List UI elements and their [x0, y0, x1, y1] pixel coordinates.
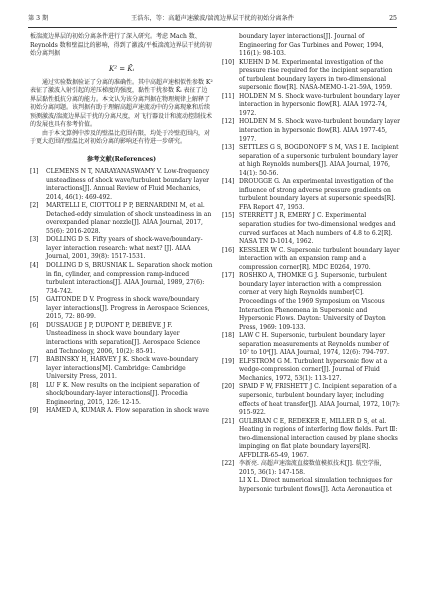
reference-number: [17]: [222, 272, 235, 280]
reference-number: [19]: [222, 357, 235, 365]
reference-text: ELFSTROM G M. Turbulent hypersonic flow at a wedge-compression corner[J]. Journal of Fluid Mechanics, 1972, 53(1): 113-127.: [239, 357, 388, 382]
reference-entry: [222, 332, 400, 358]
reference-number: [5]: [30, 296, 39, 304]
reference-entry: [222, 418, 400, 461]
reference-entry: [222, 212, 400, 246]
reference-entry: [222, 247, 400, 273]
reference-number: [6]: [30, 321, 39, 329]
right-column: [222, 33, 400, 495]
body-paragraph: 通过实验数据验证了分离的准确性。其中高超声速相似性参数 K² 表征了激波入射引起的逆压梯度的强度，黏性干扰参数 K̄ᵢ 表征了边界层黏性抵抗分离的能力。本文认为该分离判据在物理规律上解释了初始分离问题。该判据有助于理解高超声速流动中的分离现象和后续预测激波/湍流边界层干扰的分离尺度，对飞行器设计和流动控制技术的发展也具有参考价值。: [30, 78, 213, 129]
reference-text: SETTLES G S, BOGDONOFF S M, VAS I E. Incipient separation of a supersonic turbulent boundary layer at high Reynolds numbers[J]. AIAA Journal, 1976, 14(1): 50-56.: [239, 144, 399, 177]
page-number: 25: [389, 15, 397, 22]
reference-text: GAITONDE D V. Progress in shock wave/boundary layer interactions[J]. Progress in Aerospace Sciences, 2015, 72: 80-99.: [46, 296, 210, 321]
reference-list-left: [30, 168, 213, 416]
body-paragraph: 板湍流边界层的初始分离条件进行了深入研究。考虑 Mach 数、Reynolds 数和壁温比的影响，得到了激波/平板湍流边界层干扰的初始分离判据: [30, 33, 212, 58]
reference-text: SPAID F W, FRISHETT J C. Incipient separation of a supersonic, turbulent boundary layer, including effects of heat transfer[J]. AIAA Journal, 1972, 10(7): 915-922.: [239, 383, 400, 417]
reference-text: STERRETT J R, EMERY J C. Experimental separation studies for two-dimensional wedges and curved surfaces at Mach numbers of 4.8 to 6.2[R]. NASA TN D-1014, 1962.: [239, 212, 396, 246]
reference-entry: [30, 236, 213, 262]
reference-number: [22]: [222, 460, 235, 468]
reference-text: boundary layer interactions[J]. Journal of Engineering for Gas Turbines and Power, 1994, 116(1): 98-103.: [239, 33, 384, 58]
reference-text: LAW C H. Supersonic, turbulent boundary layer separation measurements at Reynolds number of 10⁷ to 10⁸[J]. AIAA Journal, 1974, 12(6): 794-797.: [239, 332, 390, 357]
reference-number: [21]: [222, 417, 235, 425]
reference-text: LI X L. Direct numerical simulation techniques for hypersonic turbulent flows[J]. Acta Aeronautica et: [239, 477, 393, 493]
reference-text: 李新亮. 高超声速湍流直接数值模拟技术[J]. 航空学报, 2015, 36(1): 147-158.: [239, 460, 382, 476]
reference-text: KESSLER W C. Supersonic turbulent boundary layer interaction with an expansion ramp and a compression corner[R]. MDC E0264, 1970.: [239, 246, 400, 271]
reference-number: [7]: [30, 356, 39, 364]
reference-text: HAMED A, KUMAR A. Flow separation in shock wave: [46, 407, 210, 415]
reference-text: BABINSKY H, HARVEY J K. Shock wave-boundary layer interactions[M]. Cambridge: Cambridge University Press, 2011.: [46, 356, 199, 381]
reference-number: [11]: [222, 92, 235, 100]
reference-number: [13]: [222, 144, 235, 152]
reference-text: CLEMENS N T, NARAYANASWAMY V. Low-frequency unsteadiness of shock wave/turbulent boundary layer interactions[J]. Annual Review of Fluid Mechanics, 2014, 46(1): 469-492.: [46, 168, 210, 201]
running-header: [28, 12, 397, 26]
references-heading: 参考文献(References): [86, 156, 157, 164]
reference-number: [20]: [222, 383, 235, 391]
left-column: [30, 33, 213, 416]
reference-number: [15]: [222, 212, 235, 220]
header-rule: [28, 27, 397, 28]
reference-entry: [30, 382, 213, 408]
reference-number: [1]: [30, 168, 39, 176]
reference-text: HOLDEN M S. Shock wave-turbulent boundary layer interaction in hypersonic flow[R]. AIAA 1977-45, 1977.: [239, 118, 400, 143]
reference-entry: [222, 178, 400, 212]
reference-text: HOLDEN M S. Shock wave-turbulent boundary layer interaction in hypersonic flow[R]. AIAA 1972-74, 1972.: [239, 92, 400, 117]
reference-text: KUEHN D M. Experimental investigation of the pressure rise required for the incipient separation of turbulent boundary layers in two-dimensional supersonic flow[R]. NASA-MEMO-1-21-59A, 1959.: [239, 58, 393, 92]
reference-text: LU F K. New results on the incipient separation of shock/boundary-layer interactions[J]. Procedia Engineering, 2015, 126: 12-15.: [46, 381, 200, 406]
reference-number: [12]: [222, 118, 235, 126]
reference-entry: [222, 460, 400, 477]
running-title: 王浩东，等：高超声速激波/湍流边界层干扰的初始分离条件: [131, 15, 294, 22]
reference-text: DROUGGE G. An experimental investigation of the influence of strong adverse pressure gradients on turbulent boundary layers at supersonic speeds[R]. FFA Report 47, 1953.: [239, 178, 396, 211]
reference-entry: [222, 358, 400, 384]
reference-entry: [30, 356, 213, 382]
reference-entry: [222, 144, 400, 178]
reference-number: [18]: [222, 332, 235, 340]
reference-number: [8]: [30, 381, 39, 389]
reference-text: MARTELLI E, CIOTTOLI P P, BERNARDINI M, et al. Detached-eddy simulation of shock unsteadiness in an overexpanded planar nozzle[J]. AIAA Journal, 2017, 55(6): 2016-2028.: [46, 202, 212, 235]
reference-entry: [222, 383, 400, 417]
reference-text: DOLLING D S. Fifty years of shock-wave/boundary-layer interaction research: what next? [J]. AIAA Journal, 2001, 39(8): 1517-1531.: [46, 236, 203, 261]
reference-number: [10]: [222, 58, 235, 66]
separation-criterion-formula: [30, 61, 213, 77]
reference-entry: [222, 477, 400, 494]
reference-entry: [30, 168, 213, 202]
reference-number: [4]: [30, 262, 39, 270]
reference-entry: [222, 272, 400, 332]
issue-label: 第 3 期: [28, 15, 49, 22]
reference-entry: [222, 59, 400, 93]
body-paragraph: 由于本文算例中涉及的壁温比范围有限，均处于冷壁范围内，对于更大范围的壁温比对初始分离的影响还有待进一步研究。: [30, 129, 211, 146]
reference-number: [3]: [30, 236, 39, 244]
reference-entry: [222, 118, 400, 144]
reference-text: DUSSAUGE J P, DUPONT P, DEBIÈVE J F. Unsteadiness in shock wave boundary layer interactions with separation[J]. Aerospace Science and Technology, 2006, 10(2): 85-91.: [46, 321, 201, 355]
formula-text: K² = K̄ᵢ: [109, 64, 134, 73]
reference-list-right: [222, 33, 400, 495]
reference-text: GULBRAN C E, REDEKER E, MILLER D S, et al. Heating in regions of interfering flow fields. Part Ⅲ: two-dimensional interaction caused by plane shocks impinging on flat plate boundary layers[R]. AFFDLTR-65-49, 1967.: [239, 417, 398, 459]
reference-entry: [30, 296, 213, 322]
reference-entry: [222, 33, 400, 59]
reference-entry: [30, 262, 213, 296]
reference-entry: [30, 322, 213, 356]
reference-number: [16]: [222, 246, 235, 254]
reference-number: [14]: [222, 178, 235, 186]
reference-number: [2]: [30, 202, 39, 210]
reference-entry: [30, 202, 213, 236]
reference-entry: [222, 93, 400, 119]
reference-text: DOLLING D S, BRUSNIAK L. Separation shock motion in fin, cylinder, and compression ramp-induced turbulent interactions[J]. AIAA Journal, 1989, 27(6): 734-742.: [46, 262, 213, 295]
reference-entry: [30, 407, 213, 416]
reference-text: ROSHKO A, THOMKE G J. Supersonic, turbulent boundary layer interaction with a compression corner at very high Reynolds number[C]. Proceedings of the 1969 Symposium on Viscous Interaction Phenomena in Supersonic and Hypersonic Flows. Dayton: University of Dayton Press, 1969: 109-133.: [239, 272, 388, 331]
reference-number: [9]: [30, 407, 39, 415]
